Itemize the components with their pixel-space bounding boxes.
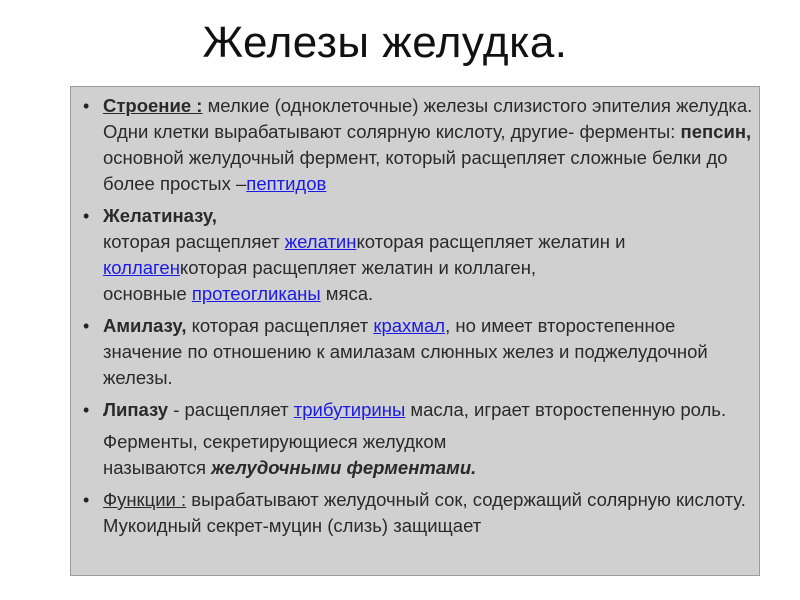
- list-item-gelatinase: [83, 203, 753, 307]
- gelatinase-text-3: которая расщепляет желатин и коллаген,: [179, 257, 537, 278]
- page-title: Железы желудка.: [202, 18, 568, 67]
- content-panel: [70, 86, 760, 576]
- gelatinase-heading: Желатиназу,: [103, 205, 217, 226]
- structure-text-2: основной желудочный фермент, который расщепляет сложные белки до более простых –: [103, 147, 728, 194]
- proteoglycans-link[interactable]: протеогликаны: [191, 283, 321, 304]
- peptides-link[interactable]: пептидов: [246, 173, 327, 194]
- list-item-amylase: [83, 313, 753, 391]
- amylase-heading: Амилазу,: [103, 315, 187, 336]
- gelatinase-text-1: которая расщепляет: [103, 231, 285, 252]
- collagen-link[interactable]: коллаген: [103, 257, 180, 278]
- bullet-icon: •: [83, 96, 90, 116]
- content-body: [83, 93, 753, 545]
- amylase-text-2: , но имеет второстепенное значение по отношению к амилазам слюнных желез и поджелудочной железы.: [103, 315, 708, 388]
- enzymes-note-text-2: называются: [103, 457, 212, 478]
- gelatinase-text-2: которая расщепляет желатин и: [356, 231, 626, 252]
- starch-link[interactable]: крахмал: [373, 315, 446, 336]
- pepsin-term: пепсин,: [680, 121, 752, 142]
- gastric-enzymes-term: желудочными ферментами.: [211, 457, 477, 478]
- gelatinase-text-4: основные: [103, 283, 192, 304]
- bullet-icon: •: [83, 400, 90, 420]
- lipase-text-1: - расщепляет: [168, 399, 294, 420]
- list-item-structure: [83, 93, 753, 197]
- structure-text-1: мелкие (одноклеточные) железы слизистого эпителия желудка. Одни клетки вырабатывают солярную кислоту, другие- ферменты:: [103, 95, 753, 142]
- bullet-icon: •: [83, 316, 90, 336]
- functions-text: вырабатывают желудочный сок, содержащий солярную кислоту. Мукоидный секрет-муцин (слизь) защищает: [103, 489, 746, 536]
- bullet-icon: •: [83, 206, 90, 226]
- amylase-text-1: которая расщепляет: [186, 315, 374, 336]
- gelatinase-text-5: мяса.: [320, 283, 374, 304]
- bullet-icon: •: [83, 490, 90, 510]
- enzymes-note: [83, 429, 753, 481]
- structure-label: Строение :: [103, 95, 203, 116]
- tributyrin-link[interactable]: трибутирины: [293, 399, 406, 420]
- lipase-heading: Липазу: [103, 399, 169, 420]
- enzymes-note-text-1: Ферменты, секретирующиеся желудком: [103, 431, 447, 452]
- list-item-functions: [83, 487, 753, 539]
- gelatin-link[interactable]: желатин: [284, 231, 357, 252]
- list-item-lipase: [83, 397, 753, 423]
- functions-label: Функции :: [103, 489, 187, 510]
- lipase-text-2: масла, играет второстепенную роль.: [405, 399, 727, 420]
